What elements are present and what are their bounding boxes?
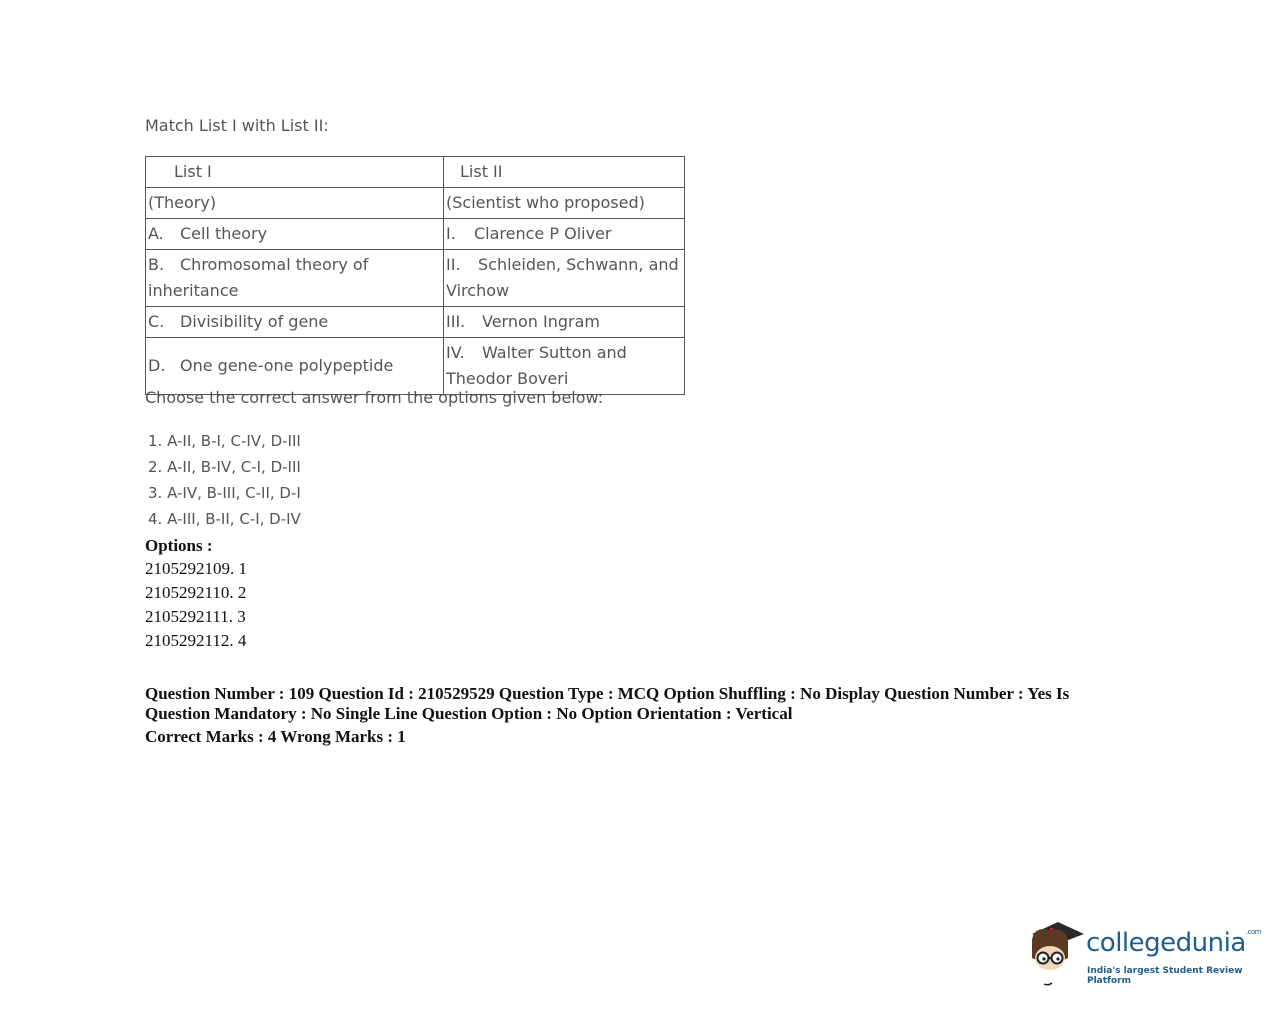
list-item: 2. A-II, B-IV, C-I, D-III <box>148 458 301 476</box>
table-row <box>146 219 685 250</box>
options-block <box>145 535 247 653</box>
row-label: C. <box>148 312 165 331</box>
list-item: 4. A-III, B-II, C-I, D-IV <box>148 510 301 528</box>
match-table <box>145 156 685 395</box>
option-item: 2105292112. 4 <box>145 631 247 650</box>
list-1-subheader: (Theory) <box>146 188 444 219</box>
marks-info: Correct Marks : 4 Wrong Marks : 1 <box>145 727 406 746</box>
row-text: One gene-one polypeptide <box>180 356 394 375</box>
logo-tagline: India's largest Student Review Platform <box>1087 966 1243 986</box>
question-metadata: Question Number : 109 Question Id : 210529529 Question Type : MCQ Option Shuffling : No Display Question Number : Yes Is Question Mandatory : No Single Line Question Option : No Option Orientation : Vertical <box>145 684 1070 723</box>
list-1-cell <box>146 250 444 307</box>
list-1-cell <box>146 219 444 250</box>
list-2-cell <box>444 307 685 338</box>
table-row <box>146 307 685 338</box>
row-text: Clarence P Oliver <box>474 224 612 243</box>
list-item: 3. A-IV, B-III, C-II, D-I <box>148 484 301 502</box>
row-text: Walter Sutton and Theodor Boveri <box>446 343 627 388</box>
list-2-cell <box>444 219 685 250</box>
row-label: II. <box>446 255 461 274</box>
row-label: B. <box>148 255 165 274</box>
list-1-cell <box>146 307 444 338</box>
row-text: Cell theory <box>180 224 268 243</box>
table-row <box>146 250 685 307</box>
row-text: Schleiden, Schwann, and Virchow <box>446 255 679 300</box>
list-2-subheader: (Scientist who proposed) <box>444 188 685 219</box>
list-2-cell <box>444 338 685 395</box>
option-item: 2105292109. 1 <box>145 559 247 578</box>
row-label: IV. <box>446 343 465 362</box>
list-1-cell <box>146 338 444 395</box>
option-item: 2105292110. 2 <box>145 583 247 602</box>
row-text: Chromosomal theory of inheritance <box>148 255 369 300</box>
answer-list <box>148 430 301 534</box>
row-label: A. <box>148 224 164 243</box>
list-2-header: List II <box>444 157 685 188</box>
choose-instruction: Choose the correct answer from the options given below: <box>145 388 604 407</box>
question-intro: Match List I with List II: <box>145 116 329 135</box>
row-text: Vernon Ingram <box>482 312 600 331</box>
list-2-cell <box>444 250 685 307</box>
row-label: I. <box>446 224 456 243</box>
logo-wordmark: collegedunia$^{.com}$ <box>1086 928 1261 958</box>
row-label: III. <box>446 312 466 331</box>
options-heading: Options : <box>145 536 213 555</box>
table-header-row <box>146 157 685 188</box>
option-item: 2105292111. 3 <box>145 607 246 626</box>
list-1-header: List I <box>146 157 444 188</box>
row-text: Divisibility of gene <box>180 312 329 331</box>
table-row <box>146 338 685 395</box>
list-item: 1. A-II, B-I, C-IV, D-III <box>148 432 301 450</box>
table-subheader-row <box>146 188 685 219</box>
row-label: D. <box>148 356 166 375</box>
